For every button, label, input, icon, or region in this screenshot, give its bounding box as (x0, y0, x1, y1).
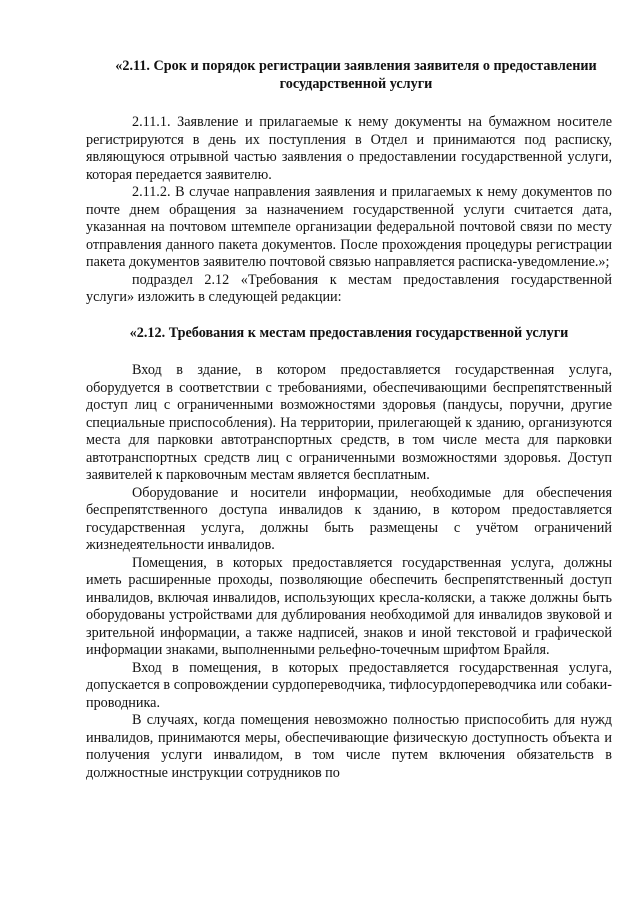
paragraph-access-escort: Вход в помещения, в которых предоставляется государственная услуга, допускается в сопровождении сурдопереводчика, тифлосурдопереводчика или собаки-проводника. (86, 659, 612, 711)
paragraph-adaptation-cases: В случаях, когда помещения невозможно полностью приспособить для нужд инвалидов, принимаются меры, обеспечивающие физическую доступность объекта и получения услуги инвалидом, в том числе путем включения обязательств в должностные инструкции сотрудников по (86, 712, 612, 781)
paragraph-subsection-2-12-intro: подраздел 2.12 «Требования к местам предоставления государственной услуги» изложить в следующей редакции: (86, 271, 612, 305)
paragraph-premises: Помещения, в которых предоставляется государственная услуга, должны иметь расширенные проходы, позволяющие обеспечить беспрепятственный доступ инвалидов, включая инвалидов, использующих кресла-коляски, а также должны быть оборудованы устройствами для дублирования необходимой для инвалидов звуковой и зрительной информации, а также надписей, знаков и иной текстовой и графической информации знаками, выполненными рельефно-точечным шрифтом Брайля. (86, 554, 612, 658)
paragraph-entrance: Вход в здание, в котором предоставляется государственная услуга, оборудуется в соответствии с требованиями, обеспечивающими беспрепятственный доступ лиц с ограниченными возможностями здоровья (пандусы, поручни, другие специальные приспособления). На территории, прилегающей к зданию, организуются места для парковки автотранспортных средств, в том числе места для парковки автотранспортных средств лиц с ограниченными возможностями здоровья. Доступ заявителей к парковочным местам является бесплатным. (86, 362, 612, 483)
paragraph-2-11-2: 2.11.2. В случае направления заявления и прилагаемых к нему документов по почте днем обращения за назначением государственной услуги считается дата, указанная на почтовом штемпеле организации федеральной почтовой связи по месту отправления данного пакета документов. После прохождения процедуры регистрации пакета документов заявителю почтовой связью направляется расписка-уведомление.»; (86, 184, 612, 270)
section-heading-2-11: «2.11. Срок и порядок регистрации заявления заявителя о предоставлении государственной услуги (115, 58, 597, 92)
section-heading-2-12: «2.12. Требования к местам предоставления государственной услуги (129, 324, 569, 341)
paragraph-equipment: Оборудование и носители информации, необходимые для обеспечения беспрепятственного доступа инвалидов к зданию, в котором предоставляется государственная услуга, должны быть размещены с учётом ограничений жизнедеятельности инвалидов. (86, 484, 612, 553)
paragraph-2-11-1: 2.11.1. Заявление и прилагаемые к нему документы на бумажном носителе регистрируются в день их поступления в Отдел и принимаются под расписку, являющуюся отрывной частью заявления о предоставлении государственной услуги, которая передается заявителю. (86, 114, 612, 183)
